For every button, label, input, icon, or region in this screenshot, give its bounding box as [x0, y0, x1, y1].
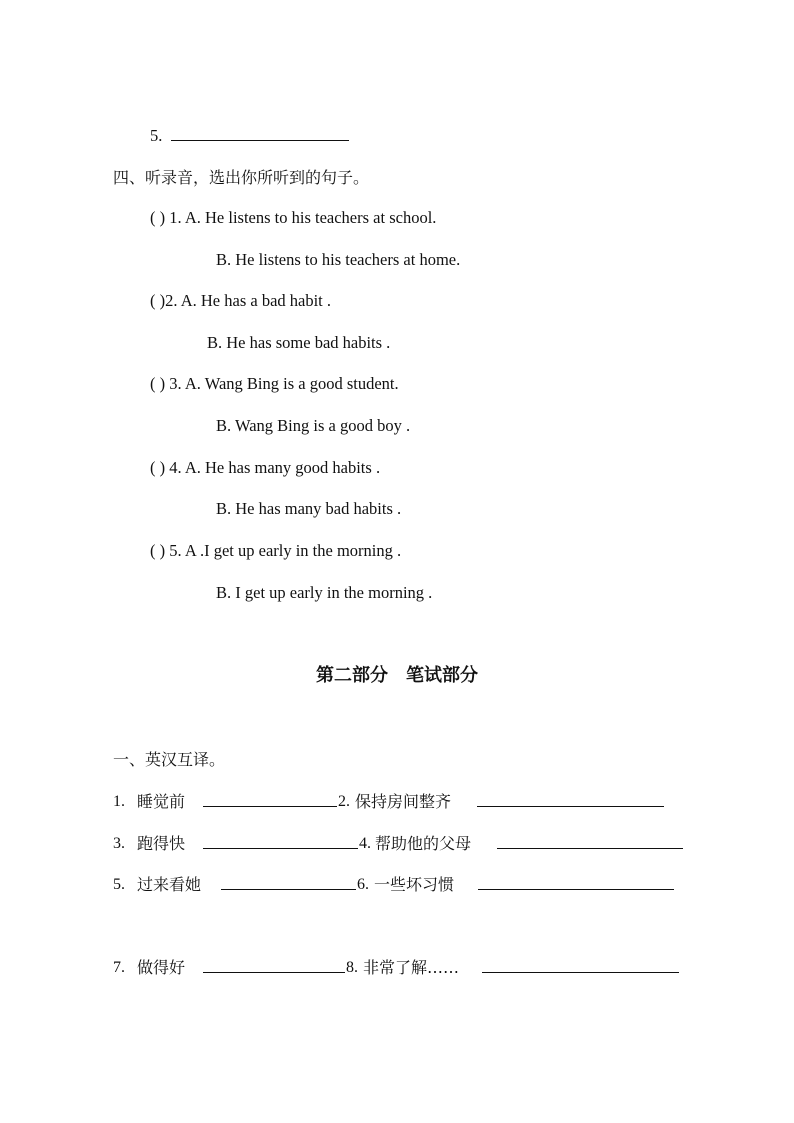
answer-blank[interactable] — [203, 958, 345, 973]
item-number: 7. — [113, 959, 125, 976]
answer-paren[interactable]: ( ) — [150, 458, 166, 477]
question-4-b: B. He has many bad habits . — [216, 499, 402, 518]
answer-blank[interactable] — [482, 958, 679, 973]
answer-blank[interactable] — [478, 875, 674, 890]
question-number: 4. — [169, 458, 182, 477]
answer-paren[interactable]: ( ) — [150, 208, 166, 227]
item-text: 睡觉前 — [137, 792, 186, 811]
part-two-title: 第二部分 笔试部分 — [316, 665, 478, 686]
item-text: 做得好 — [137, 958, 186, 977]
translation-row-4 — [0, 958, 794, 980]
option-a: A. He has a bad habit . — [180, 291, 332, 310]
question-3-b: B. Wang Bing is a good boy . — [216, 416, 411, 435]
item-text: 非常了解…… — [363, 958, 460, 977]
answer-blank[interactable] — [203, 792, 337, 807]
item-text: 帮助他的父母 — [375, 834, 472, 853]
answer-blank[interactable] — [221, 875, 356, 890]
item-number: 2. — [338, 793, 350, 810]
answer-blank[interactable] — [477, 792, 664, 807]
answer-blank[interactable] — [497, 834, 683, 849]
question-number: 1. — [169, 208, 182, 227]
question-4-a — [150, 458, 380, 478]
option-a: A. He has many good habits . — [184, 458, 381, 477]
item-5-line — [150, 126, 349, 146]
translation-row-1 — [0, 792, 794, 814]
item-number: 5. — [113, 876, 125, 893]
question-1-a — [150, 208, 436, 228]
answer-blank[interactable] — [171, 126, 349, 141]
answer-blank[interactable] — [203, 834, 358, 849]
item-5-label: 5. — [150, 126, 163, 145]
question-2-b: B. He has some bad habits . — [207, 333, 391, 352]
answer-paren[interactable]: ( ) — [150, 374, 166, 393]
item-number: 1. — [113, 793, 125, 810]
item-number: 6. — [357, 876, 369, 893]
question-number: 3. — [169, 374, 182, 393]
question-1-b: B. He listens to his teachers at home. — [216, 250, 461, 269]
item-number: 4. — [359, 835, 371, 852]
item-text: 过来看她 — [137, 875, 202, 894]
translation-row-3 — [0, 875, 794, 897]
translation-row-2 — [0, 834, 794, 856]
question-2-a — [150, 291, 331, 311]
question-5-a — [150, 541, 401, 561]
listening-heading: 四、听录音，选出你所听到的句子。 — [113, 168, 370, 187]
item-number: 8. — [346, 959, 358, 976]
item-text: 一些坏习惯 — [374, 875, 455, 894]
option-a: A. Wang Bing is a good student. — [184, 374, 399, 393]
item-number: 3. — [113, 835, 125, 852]
option-a: A. He listens to his teachers at school. — [184, 208, 437, 227]
question-5-b: B. I get up early in the morning . — [216, 583, 433, 602]
answer-paren[interactable]: ( ) — [150, 291, 166, 310]
item-text: 跑得快 — [137, 834, 186, 853]
question-number: 2. — [165, 291, 178, 310]
option-a: A .I get up early in the morning . — [184, 541, 402, 560]
answer-paren[interactable]: ( ) — [150, 541, 166, 560]
question-3-a — [150, 374, 399, 394]
item-text: 保持房间整齐 — [355, 792, 452, 811]
translation-heading: 一、英汉互译。 — [113, 750, 226, 769]
question-number: 5. — [169, 541, 182, 560]
